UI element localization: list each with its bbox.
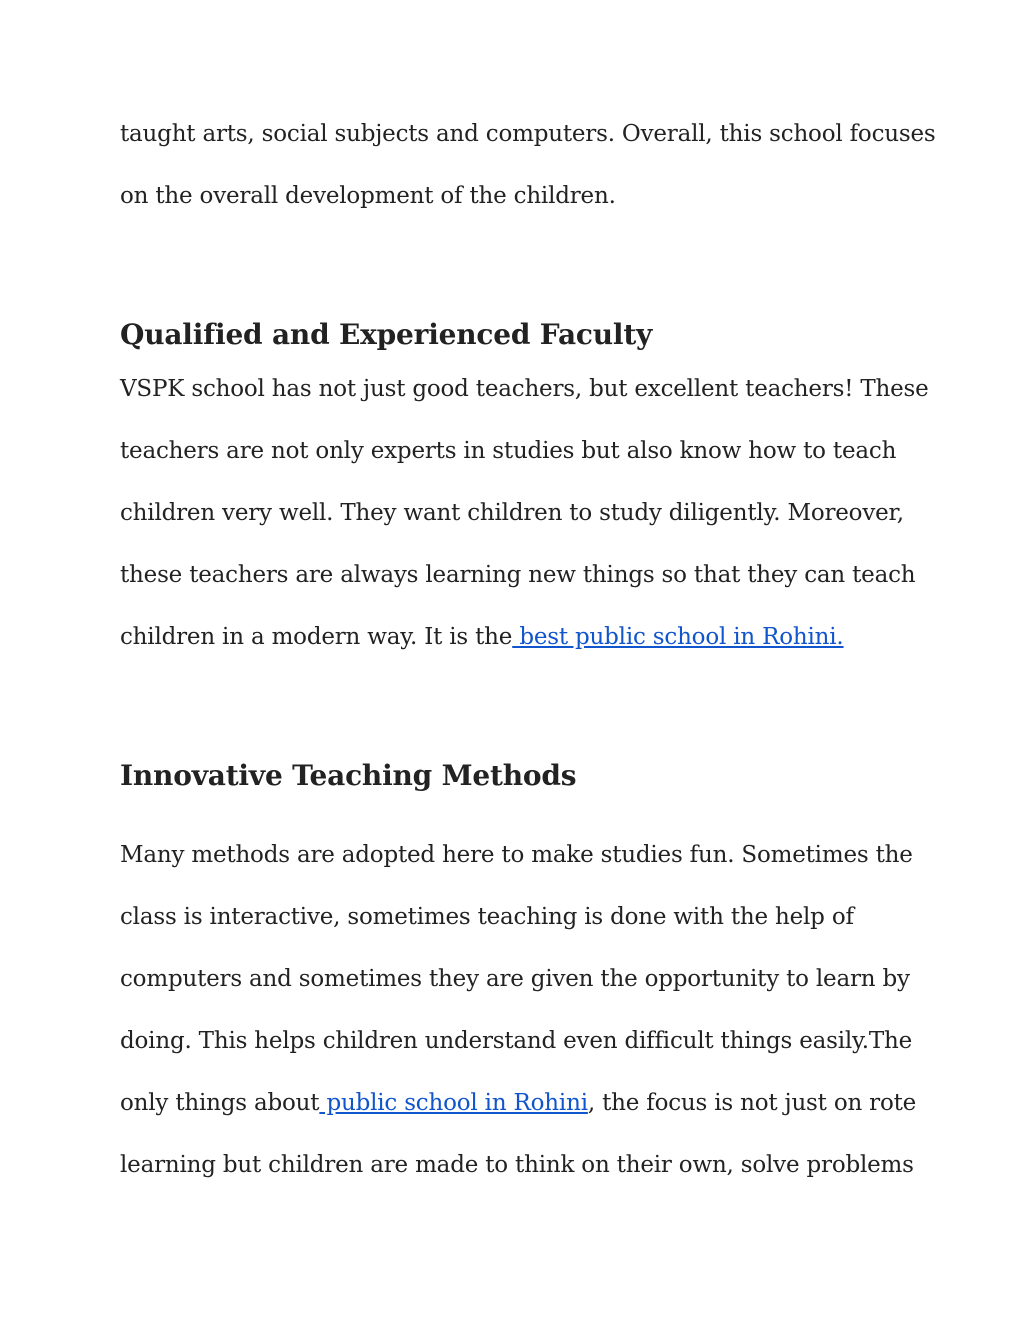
methods-line-1: Many methods are adopted here to make studies fun. Sometimes the [120, 842, 913, 868]
faculty-line-3: children very well. They want children to study diligently. Moreover, [120, 500, 904, 526]
methods-line-6: learning but children are made to think on their own, solve problems [120, 1152, 914, 1178]
faculty-line-4: these teachers are always learning new things so that they can teach [120, 562, 916, 588]
methods-line-5 [120, 1088, 916, 1118]
methods-line-2: class is interactive, sometimes teaching is done with the help of [120, 904, 854, 930]
methods-line-5-text-after: , the focus is not just on rote [587, 1090, 917, 1116]
faculty-line-5 [120, 622, 844, 652]
methods-line-5-text-before: only things about [120, 1090, 320, 1116]
faculty-heading: Qualified and Experienced Faculty [120, 318, 653, 351]
public-school-link[interactable]: public school in Rohini [319, 1090, 588, 1116]
best-public-school-link[interactable]: best public school in Rohini. [512, 624, 844, 650]
faculty-line-2: teachers are not only experts in studies but also know how to teach [120, 438, 897, 464]
methods-heading: Innovative Teaching Methods [120, 759, 577, 792]
intro-line-2: on the overall development of the children. [120, 183, 616, 209]
faculty-line-5-text: children in a modern way. It is the [120, 624, 513, 650]
methods-line-3: computers and sometimes they are given the opportunity to learn by [120, 966, 910, 992]
methods-line-4: doing. This helps children understand even difficult things easily.The [120, 1028, 913, 1054]
intro-line-1: taught arts, social subjects and computers. Overall, this school focuses [120, 121, 936, 147]
faculty-line-1: VSPK school has not just good teachers, but excellent teachers! These [120, 376, 929, 402]
